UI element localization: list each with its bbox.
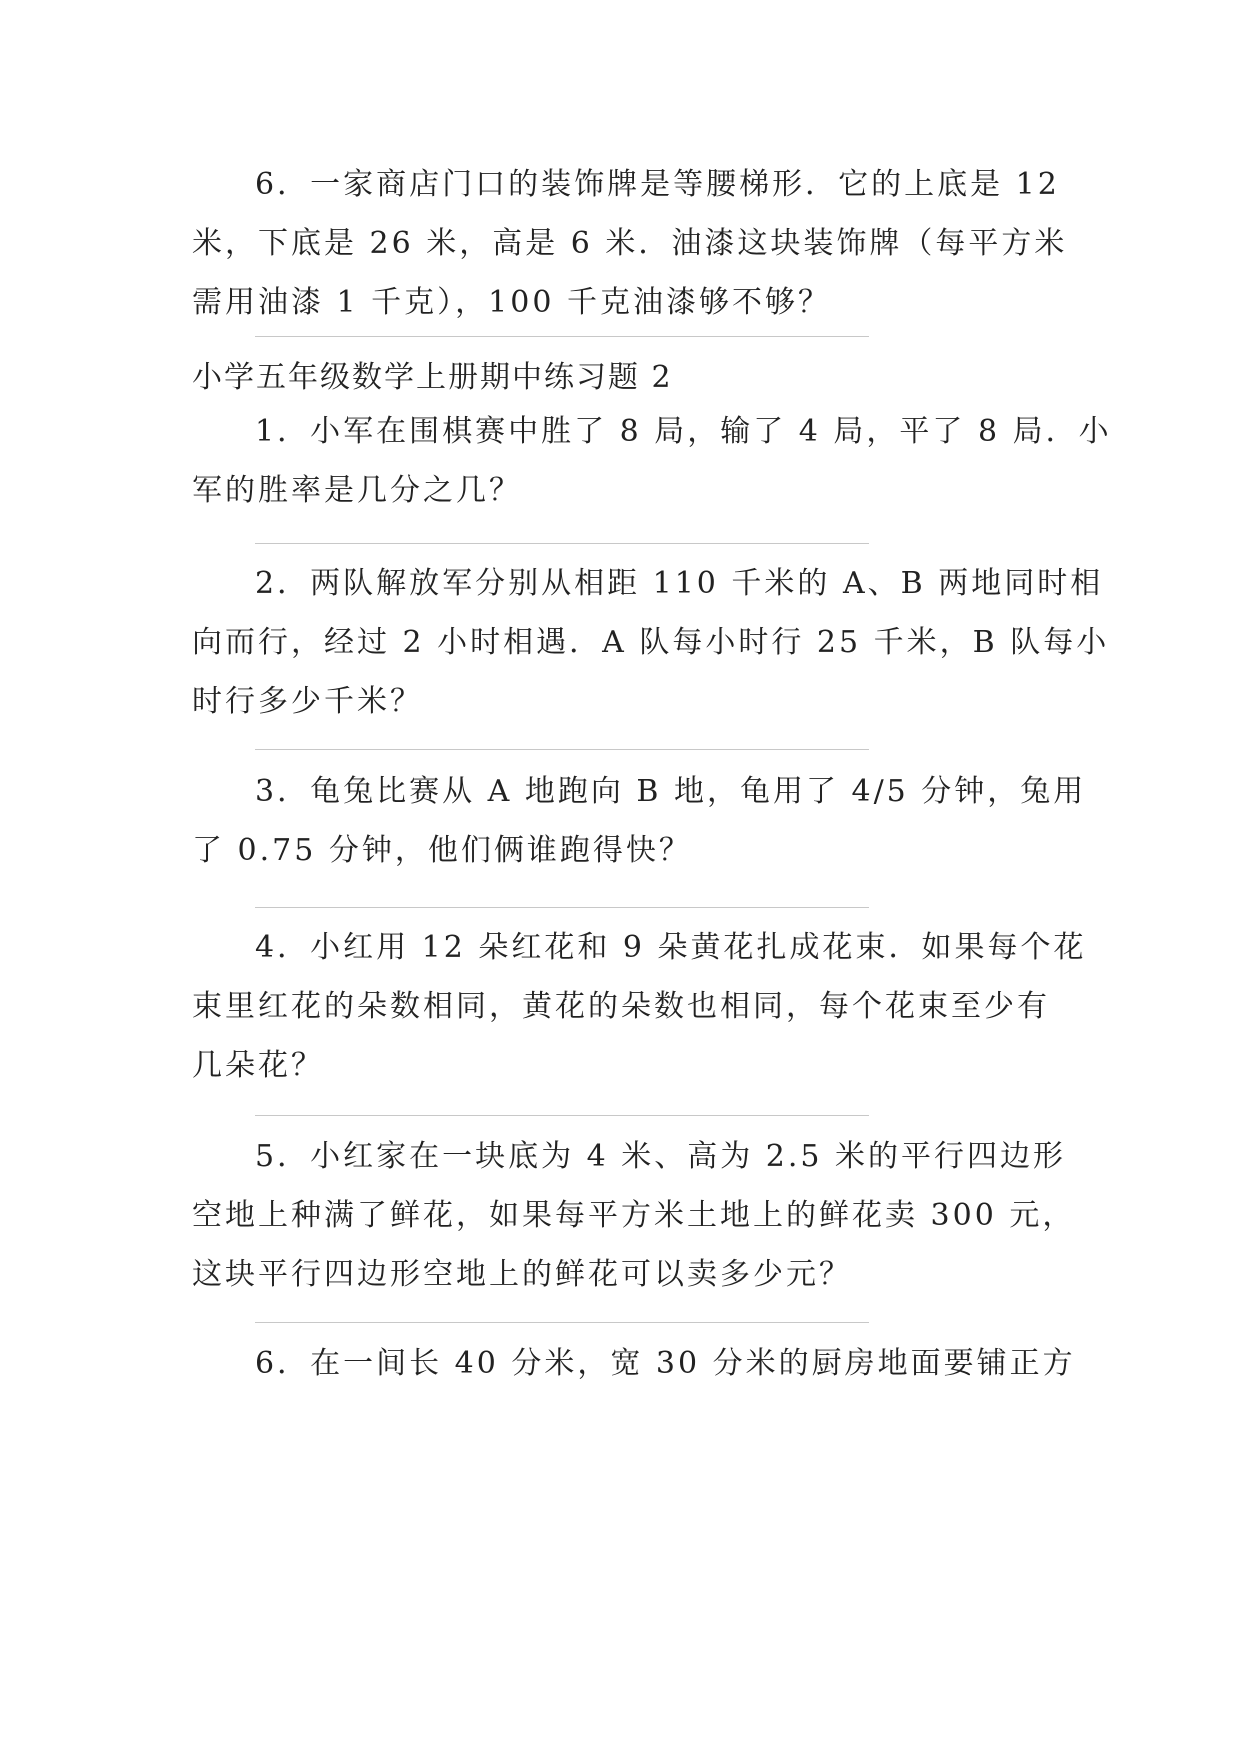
answer-rule xyxy=(255,543,869,544)
text-line: 6．一家商店门口的装饰牌是等腰梯形．它的上底是 12 xyxy=(255,167,1060,202)
text-line: 时行多少千米？ xyxy=(192,684,423,719)
text-line: 6．在一间长 40 分米，宽 30 分米的厨房地面要铺正方 xyxy=(255,1346,1076,1381)
text-line: 这块平行四边形空地上的鲜花可以卖多少元？ xyxy=(192,1257,852,1292)
answer-rule xyxy=(255,907,869,908)
text-line: 向而行，经过 2 小时相遇．A 队每小时行 25 千米，B 队每小 xyxy=(192,625,1110,660)
question-paragraph xyxy=(192,1334,1076,1393)
answer-rule xyxy=(255,1115,869,1116)
answer-rule xyxy=(255,336,869,337)
text-line: 需用油漆 1 千克），100 千克油漆够不够？ xyxy=(192,285,831,320)
question-paragraph xyxy=(192,762,1087,880)
text-line: 空地上种满了鲜花，如果每平方米土地上的鲜花卖 300 元， xyxy=(192,1198,1076,1233)
answer-rule xyxy=(255,1322,869,1323)
text-line: 5．小红家在一块底为 4 米、高为 2.5 米的平行四边形 xyxy=(255,1139,1067,1174)
text-line: 了 0.75 分钟，他们俩谁跑得快？ xyxy=(192,833,692,868)
text-line: 几朵花？ xyxy=(192,1048,324,1083)
text-line: 4．小红用 12 朵红花和 9 朵黄花扎成花束．如果每个花 xyxy=(255,930,1087,965)
section-title: 小学五年级数学上册期中练习题 2 xyxy=(192,360,673,395)
question-paragraph xyxy=(192,554,1110,731)
question-paragraph xyxy=(192,918,1087,1095)
text-line: 米，下底是 26 米，高是 6 米．油漆这块装饰牌（每平方米 xyxy=(192,226,1068,261)
question-paragraph xyxy=(192,402,1112,520)
question-paragraph xyxy=(192,155,1068,332)
text-line: 束里红花的朵数相同，黄花的朵数也相同，每个花束至少有 xyxy=(192,989,1050,1024)
answer-rule xyxy=(255,749,869,750)
text-line: 1．小军在围棋赛中胜了 8 局，输了 4 局，平了 8 局．小 xyxy=(255,414,1112,449)
text-line: 3．龟兔比赛从 A 地跑向 B 地，龟用了 4/5 分钟，兔用 xyxy=(255,774,1087,809)
text-line: 军的胜率是几分之几？ xyxy=(192,473,522,508)
question-paragraph xyxy=(192,1127,1076,1304)
text-line: 2．两队解放军分别从相距 110 千米的 A、B 两地同时相 xyxy=(255,566,1104,601)
